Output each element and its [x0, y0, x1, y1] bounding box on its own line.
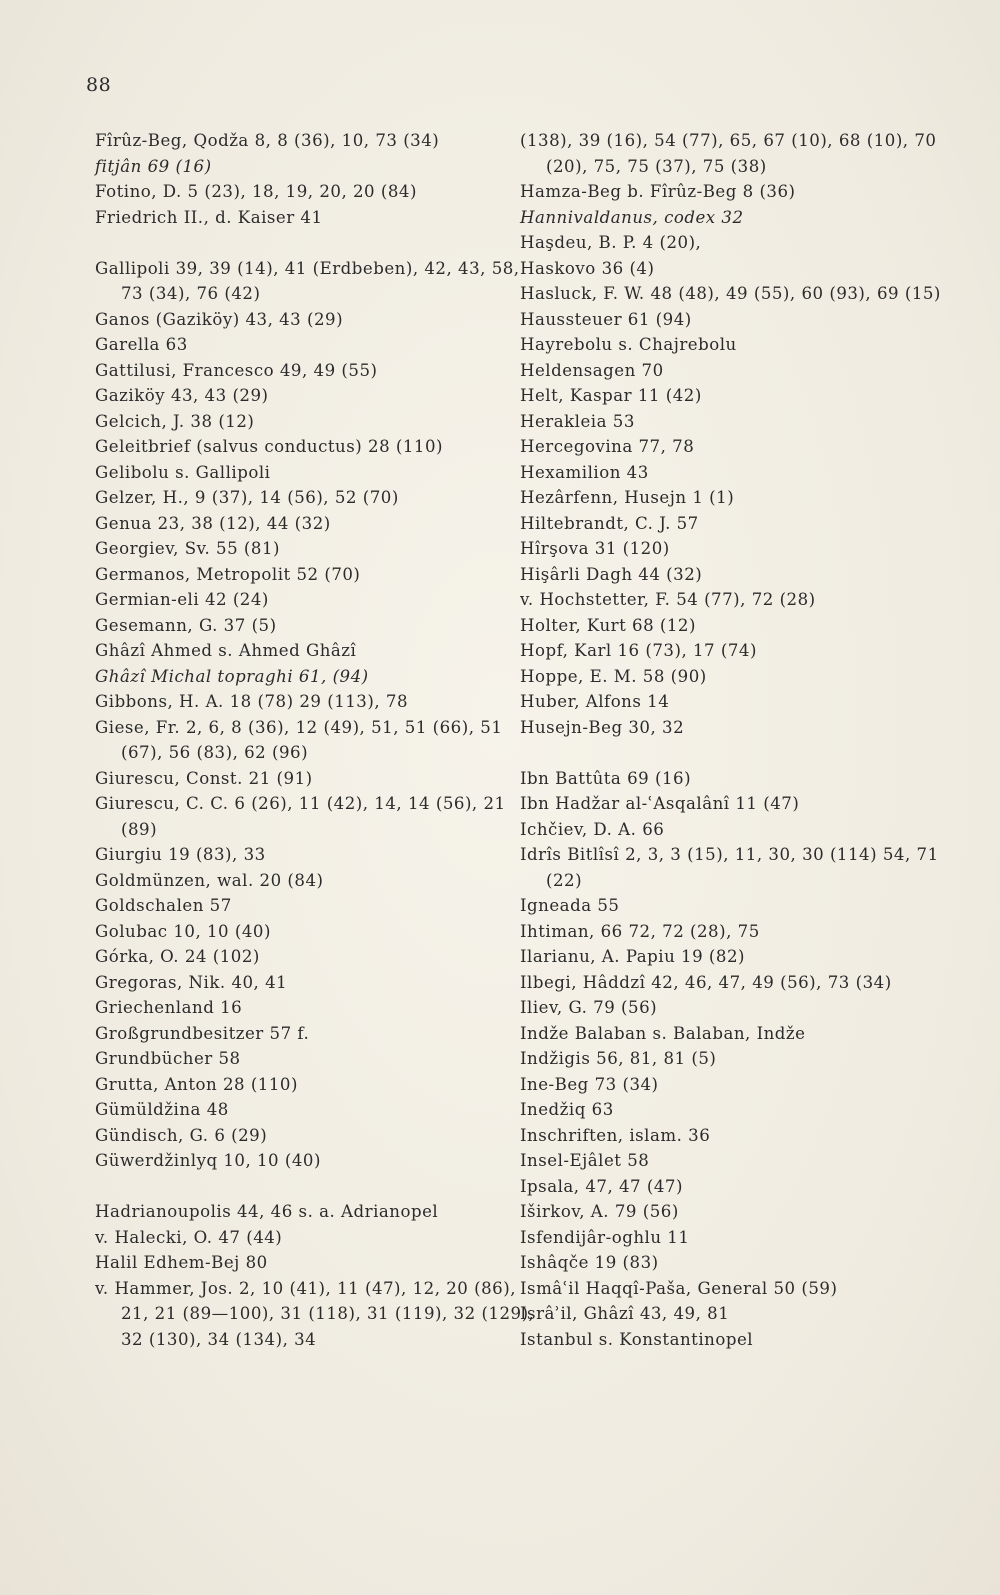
index-entry: Gündisch, G. 6 (29) — [95, 1125, 268, 1145]
index-entry: Hişârli Dagh 44 (32) — [520, 564, 703, 584]
index-entry: Gelzer, H., 9 (37), 14 (56), 52 (70) — [95, 488, 399, 507]
index-entry: Ihtiman, 66 72, 72 (28), 75 — [520, 921, 760, 941]
index-entry: Geleitbrief (salvus conductus) 28 (110) — [95, 437, 444, 456]
index-entry: v. Hochstetter, F. 54 (77), 72 (28) — [520, 590, 816, 609]
index-entry: Hasluck, F. W. 48 (48), 49 (55), 60 (93), 69 (15) — [520, 284, 941, 303]
index-entry: Fîrûz-Beg, Qodža 8, 8 (36), 10, 73 (34) — [95, 131, 440, 150]
index-entry: Gibbons, H. A. 18 (78) 29 (113), 78 — [95, 692, 409, 711]
index-entry: Indžigis 56, 81, 81 (5) — [520, 1049, 717, 1068]
index-entry: fitjân 69 (16) — [95, 156, 212, 176]
index-entry: Gregoras, Nik. 40, 41 — [95, 972, 288, 992]
index-entry: Goldschalen 57 — [95, 896, 232, 915]
index-entry: Giurescu, C. C. 6 (26), 11 (42), 14, 14 (56), 21 (89) — [95, 794, 506, 839]
index-entry: Hîrşova 31 (120) — [520, 539, 670, 558]
index-entry: Ghâzî Ahmed s. Ahmed Ghâzî — [95, 641, 357, 660]
index-entry: Gelcich, J. 38 (12) — [95, 411, 255, 431]
index-entry: Ganos (Gaziköy) 43, 43 (29) — [95, 309, 344, 329]
index-entry: Hexamilion 43 — [520, 462, 649, 482]
index-entry: Górka, O. 24 (102) — [95, 947, 260, 966]
index-entry: Giurescu, Const. 21 (91) — [95, 768, 313, 788]
index-entry: Iliev, G. 79 (56) — [520, 998, 658, 1017]
index-entry: Gümüldžina 48 — [95, 1100, 229, 1119]
index-entry: Hopf, Karl 16 (73), 17 (74) — [520, 641, 757, 660]
index-entry: Ilarianu, A. Papiu 19 (82) — [520, 947, 745, 966]
index-entry: Inschriften, islam. 36 — [520, 1125, 711, 1145]
index-entry: Hezârfenn, Husejn 1 (1) — [520, 488, 735, 507]
index-entry: Ichčiev, D. A. 66 — [520, 819, 665, 839]
index-entry: Haşdeu, B. P. 4 (20), — [520, 233, 702, 252]
index-entry: Hamza-Beg b. Fîrûz-Beg 8 (36) — [520, 182, 796, 201]
index-entry: Ismâʿil Haqqî-Paša, General 50 (59) — [520, 1278, 838, 1298]
section-gap — [520, 740, 960, 766]
index-entry: Ibn Battûta 69 (16) — [520, 768, 692, 788]
index-entry: Großgrundbesitzer 57 f. — [95, 1023, 310, 1043]
index-entry: Igneada 55 — [520, 896, 620, 915]
left-index-column — [95, 128, 535, 1352]
index-entry: Germian-eli 42 (24) — [95, 590, 269, 609]
index-entry: Griechenland 16 — [95, 998, 243, 1017]
index-entry: Goldmünzen, wal. 20 (84) — [95, 870, 324, 890]
index-entry: Hadrianoupolis 44, 46 s. a. Adrianopel — [95, 1202, 439, 1221]
index-entry: Gesemann, G. 37 (5) — [95, 615, 277, 635]
index-entry: Haussteuer 61 (94) — [520, 309, 692, 329]
index-entry: Ine-Beg 73 (34) — [520, 1074, 659, 1094]
index-entry: Hoppe, E. M. 58 (90) — [520, 666, 707, 686]
index-entry: Ipsala, 47, 47 (47) — [520, 1176, 683, 1196]
index-entry: Fotino, D. 5 (23), 18, 19, 20, 20 (84) — [95, 182, 417, 201]
index-entry: Hercegovina 77, 78 — [520, 437, 695, 456]
index-entry: Husejn-Beg 30, 32 — [520, 717, 685, 737]
index-entry: Germanos, Metropolit 52 (70) — [95, 564, 361, 584]
index-entry: Genua 23, 38 (12), 44 (32) — [95, 513, 331, 533]
index-entry: Hannivaldanus, codex 32 — [520, 207, 744, 227]
right-index-column — [520, 128, 960, 1352]
index-entry: Heldensagen 70 — [520, 360, 664, 380]
section-gap — [95, 230, 535, 256]
index-entry: Huber, Alfons 14 — [520, 692, 670, 711]
index-entry: Ibn Hadžar al-ʿAsqalânî 11 (47) — [520, 794, 800, 813]
index-entry: Ghâzî Michal topraghi 61, (94) — [95, 666, 369, 686]
index-entry: Hiltebrandt, C. J. 57 — [520, 513, 699, 533]
index-entry: Grutta, Anton 28 (110) — [95, 1074, 298, 1094]
index-entry: Halil Edhem-Bej 80 — [95, 1253, 268, 1272]
index-entry: Indže Balaban s. Balaban, Indže — [520, 1023, 806, 1043]
section-gap — [95, 1174, 535, 1200]
index-entry: Iširkov, A. 79 (56) — [520, 1202, 679, 1221]
index-entry: Güwerdžinlyq 10, 10 (40) — [95, 1151, 321, 1170]
index-entry: Haskovo 36 (4) — [520, 258, 655, 278]
index-entry: Gaziköy 43, 43 (29) — [95, 386, 269, 405]
index-entry: v. Hammer, Jos. 2, 10 (41), 11 (47), 12, 20 (86), 21, 21 (89—100), 31 (118), 31 (119), 32 (129), 32 (130), 34 (134), 34 — [95, 1278, 535, 1349]
index-entry: Helt, Kaspar 11 (42) — [520, 386, 702, 405]
index-entry: Gelibolu s. Gallipoli — [95, 462, 271, 482]
index-entry: Ishâqče 19 (83) — [520, 1253, 659, 1272]
index-entry: Herakleia 53 — [520, 411, 635, 431]
index-entry: Idrîs Bitlîsî 2, 3, 3 (15), 11, 30, 30 (114) 54, 71 (22) — [520, 845, 939, 890]
index-entry: Friedrich II., d. Kaiser 41 — [95, 207, 323, 227]
index-entry: (138), 39 (16), 54 (77), 65, 67 (10), 68 (10), 70 (20), 75, 75 (37), 75 (38) — [520, 131, 937, 176]
page-number: 88 — [86, 74, 112, 96]
index-entry: Hayrebolu s. Chajrebolu — [520, 335, 737, 354]
index-entry: v. Halecki, O. 47 (44) — [95, 1227, 283, 1247]
index-entry: Inedžiq 63 — [520, 1100, 614, 1119]
index-entry: Isfendijâr-oghlu 11 — [520, 1227, 690, 1247]
index-entry: Grundbücher 58 — [95, 1049, 241, 1068]
index-entry: Holter, Kurt 68 (12) — [520, 615, 696, 635]
index-entry: Istanbul s. Konstantinopel — [520, 1329, 754, 1349]
index-entry: Isrâʾil, Ghâzî 43, 49, 81 — [520, 1304, 730, 1323]
index-entry: Insel-Ejâlet 58 — [520, 1151, 650, 1170]
index-entry: Golubac 10, 10 (40) — [95, 921, 271, 941]
index-entry: Ilbegi, Hâddzî 42, 46, 47, 49 (56), 73 (34) — [520, 972, 892, 992]
index-entry: Giese, Fr. 2, 6, 8 (36), 12 (49), 51, 51 (66), 51 (67), 56 (83), 62 (96) — [95, 717, 503, 762]
index-entry: Gattilusi, Francesco 49, 49 (55) — [95, 360, 378, 380]
index-entry: Giurgiu 19 (83), 33 — [95, 845, 266, 864]
index-entry: Garella 63 — [95, 335, 188, 354]
index-entry: Georgiev, Sv. 55 (81) — [95, 539, 280, 558]
index-entry: Gallipoli 39, 39 (14), 41 (Erdbeben), 42, 43, 58, 73 (34), 76 (42) — [95, 258, 520, 303]
